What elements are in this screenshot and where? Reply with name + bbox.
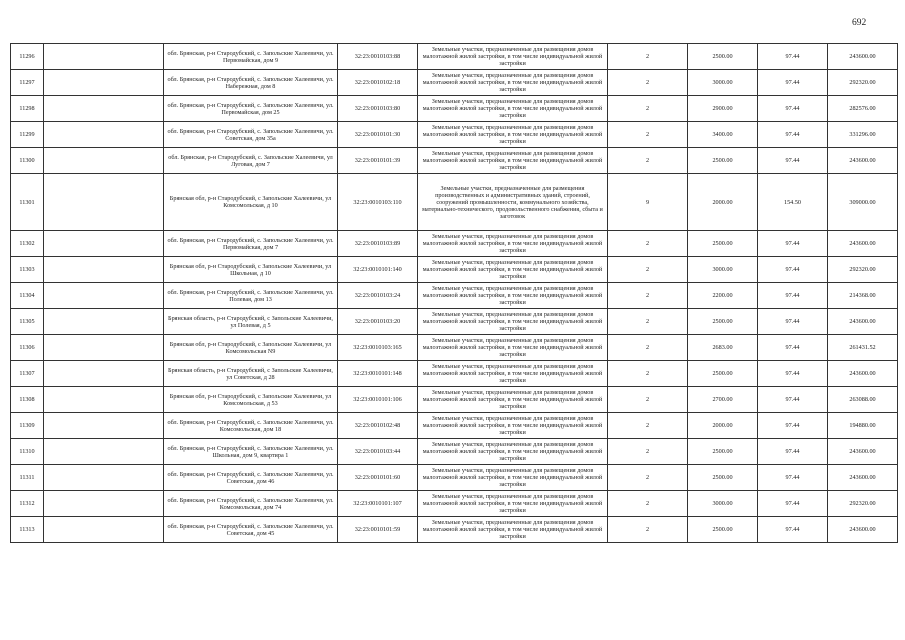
area-cell: 2500.00 bbox=[688, 439, 758, 465]
area-cell: 2683.00 bbox=[688, 335, 758, 361]
cadastral-value-cell: 309000.00 bbox=[828, 174, 898, 231]
specific-value-cell: 97.44 bbox=[758, 439, 828, 465]
cadastral-number-cell: 32:23:0010103:80 bbox=[338, 96, 418, 122]
gap-cell bbox=[44, 465, 164, 491]
cadastral-number-cell: 32:23:0010102:48 bbox=[338, 413, 418, 439]
land-use-cell: Земельные участки, предназначенные для размещения домов малоэтажной жилой застройки, в том числе индивидуальной жилой застройки bbox=[418, 148, 608, 174]
specific-value-cell: 97.44 bbox=[758, 122, 828, 148]
address-cell: Брянская область, р-н Стародубский, с Запольские Халеевичи, ул Полевая, д 5 bbox=[164, 309, 338, 335]
gap-cell bbox=[44, 44, 164, 70]
cadastral-value-cell: 243600.00 bbox=[828, 44, 898, 70]
gap-cell bbox=[44, 491, 164, 517]
address-cell: обл. Брянская, р-н Стародубский, с. Запольские Халеевичи, ул. Советская, дом 45 bbox=[164, 517, 338, 543]
cadastral-value-cell: 214368.00 bbox=[828, 283, 898, 309]
table-row bbox=[11, 174, 898, 231]
area-cell: 2500.00 bbox=[688, 361, 758, 387]
area-cell: 2500.00 bbox=[688, 517, 758, 543]
cadastral-number-cell: 32:23:0010103:24 bbox=[338, 283, 418, 309]
gap-cell bbox=[44, 70, 164, 96]
gap-cell bbox=[44, 335, 164, 361]
table-row bbox=[11, 257, 898, 283]
specific-value-cell: 97.44 bbox=[758, 465, 828, 491]
specific-value-cell: 97.44 bbox=[758, 257, 828, 283]
use-group-cell: 2 bbox=[608, 257, 688, 283]
address-cell: обл. Брянская, р-н Стародубский, с. Запольские Халеевичи, ул. Набережная, дом 8 bbox=[164, 70, 338, 96]
address-cell: Брянская обл, р-н Стародубский, с Запольские Халеевичи, ул Школьная, д 10 bbox=[164, 257, 338, 283]
specific-value-cell: 97.44 bbox=[758, 309, 828, 335]
address-cell: Брянская обл, р-н Стародубский, с Запольские Халеевичи, ул Комсомольская N9 bbox=[164, 335, 338, 361]
table-row bbox=[11, 335, 898, 361]
cadastral-number-cell: 32:23:0010102:18 bbox=[338, 70, 418, 96]
table-row bbox=[11, 148, 898, 174]
address-cell: обл. Брянская, р-н Стародубский, с. Запольские Халеевичи, ул. Комсомольская, дом 18 bbox=[164, 413, 338, 439]
specific-value-cell: 97.44 bbox=[758, 148, 828, 174]
land-use-cell: Земельные участки, предназначенные для размещения домов малоэтажной жилой застройки, в том числе индивидуальной жилой застройки bbox=[418, 361, 608, 387]
gap-cell bbox=[44, 96, 164, 122]
table-row bbox=[11, 96, 898, 122]
address-cell: обл. Брянская, р-н Стародубский, с. Запольские Халеевичи, ул. Советская, дом 35а bbox=[164, 122, 338, 148]
area-cell: 3000.00 bbox=[688, 257, 758, 283]
address-cell: обл. Брянская, р-н Стародубский, с. Запольские Халеевичи, ул. Советская, дом 46 bbox=[164, 465, 338, 491]
use-group-cell: 2 bbox=[608, 231, 688, 257]
cadastral-number-cell: 32:23:0010101:39 bbox=[338, 148, 418, 174]
record-id-cell: 11311 bbox=[11, 465, 44, 491]
use-group-cell: 2 bbox=[608, 283, 688, 309]
table-row bbox=[11, 309, 898, 335]
cadastral-number-cell: 32:23:0010101:60 bbox=[338, 465, 418, 491]
address-cell: обл. Брянская, р-н Стародубский, с. Запольские Халеевичи, ул. Первомайская, дом 7 bbox=[164, 231, 338, 257]
land-use-cell: Земельные участки, предназначенные для размещения домов малоэтажной жилой застройки, в том числе индивидуальной жилой застройки bbox=[418, 231, 608, 257]
area-cell: 2500.00 bbox=[688, 44, 758, 70]
land-use-cell: Земельные участки, предназначенные для размещения производственных и административных зданий, строений, сооружений промышленности, коммунального хозяйства, материально-технического, продовольственного снабжения, сбыта и заготовок bbox=[418, 174, 608, 231]
use-group-cell: 2 bbox=[608, 439, 688, 465]
record-id-cell: 11307 bbox=[11, 361, 44, 387]
address-cell: обл. Брянская, р-н Стародубский, с. Запольские Халеевичи, ул. Первомайская, дом 25 bbox=[164, 96, 338, 122]
cadastral-number-cell: 32:23:0010101:30 bbox=[338, 122, 418, 148]
land-use-cell: Земельные участки, предназначенные для размещения домов малоэтажной жилой застройки, в том числе индивидуальной жилой застройки bbox=[418, 283, 608, 309]
address-cell: Брянская обл, р-н Стародубский, с Запольские Халеевичи, ул Комсомольская, д 53 bbox=[164, 387, 338, 413]
cadastral-number-cell: 32:23:0010101:140 bbox=[338, 257, 418, 283]
record-id-cell: 11303 bbox=[11, 257, 44, 283]
land-registry-table bbox=[10, 43, 898, 543]
cadastral-value-cell: 243600.00 bbox=[828, 231, 898, 257]
land-use-cell: Земельные участки, предназначенные для размещения домов малоэтажной жилой застройки, в том числе индивидуальной жилой застройки bbox=[418, 96, 608, 122]
land-use-cell: Земельные участки, предназначенные для размещения домов малоэтажной жилой застройки, в том числе индивидуальной жилой застройки bbox=[418, 44, 608, 70]
use-group-cell: 2 bbox=[608, 387, 688, 413]
address-cell: обл. Брянская, р-н Стародубский, с. Запольские Халеевичи, ул. Комсомольская, дом 74 bbox=[164, 491, 338, 517]
gap-cell bbox=[44, 122, 164, 148]
specific-value-cell: 97.44 bbox=[758, 44, 828, 70]
specific-value-cell: 97.44 bbox=[758, 70, 828, 96]
cadastral-number-cell: 32:23:0010103:110 bbox=[338, 174, 418, 231]
cadastral-value-cell: 292320.00 bbox=[828, 70, 898, 96]
table-row bbox=[11, 283, 898, 309]
gap-cell bbox=[44, 257, 164, 283]
specific-value-cell: 97.44 bbox=[758, 283, 828, 309]
land-use-cell: Земельные участки, предназначенные для размещения домов малоэтажной жилой застройки, в том числе индивидуальной жилой застройки bbox=[418, 517, 608, 543]
use-group-cell: 2 bbox=[608, 148, 688, 174]
record-id-cell: 11300 bbox=[11, 148, 44, 174]
specific-value-cell: 97.44 bbox=[758, 413, 828, 439]
cadastral-value-cell: 243600.00 bbox=[828, 361, 898, 387]
table-row bbox=[11, 387, 898, 413]
land-use-cell: Земельные участки, предназначенные для размещения домов малоэтажной жилой застройки, в том числе индивидуальной жилой застройки bbox=[418, 309, 608, 335]
address-cell: обл. Брянская, р-н Стародубский, с. Запольские Халеевичи, ул. Школьная, дом 9, квартира 1 bbox=[164, 439, 338, 465]
use-group-cell: 2 bbox=[608, 309, 688, 335]
specific-value-cell: 97.44 bbox=[758, 387, 828, 413]
cadastral-value-cell: 243600.00 bbox=[828, 465, 898, 491]
table-row bbox=[11, 413, 898, 439]
table-row bbox=[11, 517, 898, 543]
cadastral-value-cell: 263088.00 bbox=[828, 387, 898, 413]
address-cell: обл. Брянская, р-н Стародубский, с. Запольские Халеевичи, ул. Полевая, дом 13 bbox=[164, 283, 338, 309]
use-group-cell: 2 bbox=[608, 465, 688, 491]
cadastral-value-cell: 331296.00 bbox=[828, 122, 898, 148]
record-id-cell: 11313 bbox=[11, 517, 44, 543]
record-id-cell: 11302 bbox=[11, 231, 44, 257]
area-cell: 2700.00 bbox=[688, 387, 758, 413]
gap-cell bbox=[44, 439, 164, 465]
cadastral-number-cell: 32:23:0010101:106 bbox=[338, 387, 418, 413]
page-number: 692 bbox=[852, 18, 867, 28]
table-row bbox=[11, 44, 898, 70]
area-cell: 3000.00 bbox=[688, 491, 758, 517]
table-row bbox=[11, 465, 898, 491]
cadastral-value-cell: 243600.00 bbox=[828, 439, 898, 465]
land-use-cell: Земельные участки, предназначенные для размещения домов малоэтажной жилой застройки, в том числе индивидуальной жилой застройки bbox=[418, 439, 608, 465]
specific-value-cell: 97.44 bbox=[758, 335, 828, 361]
record-id-cell: 11304 bbox=[11, 283, 44, 309]
land-use-cell: Земельные участки, предназначенные для размещения домов малоэтажной жилой застройки, в том числе индивидуальной жилой застройки bbox=[418, 257, 608, 283]
cadastral-value-cell: 194880.00 bbox=[828, 413, 898, 439]
cadastral-value-cell: 243600.00 bbox=[828, 148, 898, 174]
use-group-cell: 9 bbox=[608, 174, 688, 231]
record-id-cell: 11310 bbox=[11, 439, 44, 465]
record-id-cell: 11297 bbox=[11, 70, 44, 96]
area-cell: 2000.00 bbox=[688, 174, 758, 231]
cadastral-number-cell: 32:23:0010103:44 bbox=[338, 439, 418, 465]
record-id-cell: 11305 bbox=[11, 309, 44, 335]
gap-cell bbox=[44, 413, 164, 439]
table-row bbox=[11, 70, 898, 96]
area-cell: 2200.00 bbox=[688, 283, 758, 309]
use-group-cell: 2 bbox=[608, 70, 688, 96]
record-id-cell: 11306 bbox=[11, 335, 44, 361]
specific-value-cell: 97.44 bbox=[758, 231, 828, 257]
cadastral-number-cell: 32:23:0010103:88 bbox=[338, 44, 418, 70]
area-cell: 3400.00 bbox=[688, 122, 758, 148]
table-row bbox=[11, 491, 898, 517]
table-row bbox=[11, 122, 898, 148]
table-row bbox=[11, 361, 898, 387]
cadastral-value-cell: 282576.00 bbox=[828, 96, 898, 122]
specific-value-cell: 97.44 bbox=[758, 96, 828, 122]
cadastral-number-cell: 32:23:0010101:107 bbox=[338, 491, 418, 517]
gap-cell bbox=[44, 148, 164, 174]
area-cell: 2500.00 bbox=[688, 231, 758, 257]
use-group-cell: 2 bbox=[608, 361, 688, 387]
record-id-cell: 11312 bbox=[11, 491, 44, 517]
area-cell: 2000.00 bbox=[688, 413, 758, 439]
gap-cell bbox=[44, 517, 164, 543]
address-cell: Брянская область, р-н Стародубский, с Запольские Халеевичи, ул Советская, д 28 bbox=[164, 361, 338, 387]
record-id-cell: 11309 bbox=[11, 413, 44, 439]
address-cell: Брянская обл, р-н Стародубский, с Запольские Халеевичи, ул Комсомольская, д 10 bbox=[164, 174, 338, 231]
gap-cell bbox=[44, 387, 164, 413]
table-row bbox=[11, 231, 898, 257]
use-group-cell: 2 bbox=[608, 335, 688, 361]
land-use-cell: Земельные участки, предназначенные для размещения домов малоэтажной жилой застройки, в том числе индивидуальной жилой застройки bbox=[418, 491, 608, 517]
cadastral-number-cell: 32:23:0010103:20 bbox=[338, 309, 418, 335]
gap-cell bbox=[44, 283, 164, 309]
use-group-cell: 2 bbox=[608, 44, 688, 70]
table-row bbox=[11, 439, 898, 465]
record-id-cell: 11299 bbox=[11, 122, 44, 148]
land-use-cell: Земельные участки, предназначенные для размещения домов малоэтажной жилой застройки, в том числе индивидуальной жилой застройки bbox=[418, 387, 608, 413]
specific-value-cell: 154.50 bbox=[758, 174, 828, 231]
land-use-cell: Земельные участки, предназначенные для размещения домов малоэтажной жилой застройки, в том числе индивидуальной жилой застройки bbox=[418, 465, 608, 491]
cadastral-value-cell: 261431.52 bbox=[828, 335, 898, 361]
gap-cell bbox=[44, 231, 164, 257]
land-use-cell: Земельные участки, предназначенные для размещения домов малоэтажной жилой застройки, в том числе индивидуальной жилой застройки bbox=[418, 70, 608, 96]
table-body bbox=[11, 44, 898, 543]
cadastral-value-cell: 243600.00 bbox=[828, 309, 898, 335]
use-group-cell: 2 bbox=[608, 96, 688, 122]
cadastral-value-cell: 243600.00 bbox=[828, 517, 898, 543]
address-cell: обл. Брянская, р-н Стародубский, с. Запольские Халеевичи, ул. Первомайская, дом 9 bbox=[164, 44, 338, 70]
specific-value-cell: 97.44 bbox=[758, 517, 828, 543]
record-id-cell: 11298 bbox=[11, 96, 44, 122]
cadastral-value-cell: 292320.00 bbox=[828, 491, 898, 517]
record-id-cell: 11308 bbox=[11, 387, 44, 413]
cadastral-number-cell: 32:23:0010103:165 bbox=[338, 335, 418, 361]
land-use-cell: Земельные участки, предназначенные для размещения домов малоэтажной жилой застройки, в том числе индивидуальной жилой застройки bbox=[418, 413, 608, 439]
specific-value-cell: 97.44 bbox=[758, 491, 828, 517]
area-cell: 2500.00 bbox=[688, 465, 758, 491]
record-id-cell: 11301 bbox=[11, 174, 44, 231]
address-cell: обл. Брянская, р-н Стародубский, с. Запольские Халеевичи, ул Луговая, дом 7 bbox=[164, 148, 338, 174]
gap-cell bbox=[44, 174, 164, 231]
cadastral-number-cell: 32:23:0010101:148 bbox=[338, 361, 418, 387]
land-use-cell: Земельные участки, предназначенные для размещения домов малоэтажной жилой застройки, в том числе индивидуальной жилой застройки bbox=[418, 122, 608, 148]
area-cell: 2500.00 bbox=[688, 148, 758, 174]
record-id-cell: 11296 bbox=[11, 44, 44, 70]
area-cell: 2500.00 bbox=[688, 309, 758, 335]
cadastral-number-cell: 32:23:0010103:89 bbox=[338, 231, 418, 257]
cadastral-number-cell: 32:23:0010101:59 bbox=[338, 517, 418, 543]
land-use-cell: Земельные участки, предназначенные для размещения домов малоэтажной жилой застройки, в том числе индивидуальной жилой застройки bbox=[418, 335, 608, 361]
gap-cell bbox=[44, 309, 164, 335]
use-group-cell: 2 bbox=[608, 517, 688, 543]
use-group-cell: 2 bbox=[608, 122, 688, 148]
specific-value-cell: 97.44 bbox=[758, 361, 828, 387]
area-cell: 2900.00 bbox=[688, 96, 758, 122]
use-group-cell: 2 bbox=[608, 491, 688, 517]
cadastral-value-cell: 292320.00 bbox=[828, 257, 898, 283]
gap-cell bbox=[44, 361, 164, 387]
use-group-cell: 2 bbox=[608, 413, 688, 439]
area-cell: 3000.00 bbox=[688, 70, 758, 96]
